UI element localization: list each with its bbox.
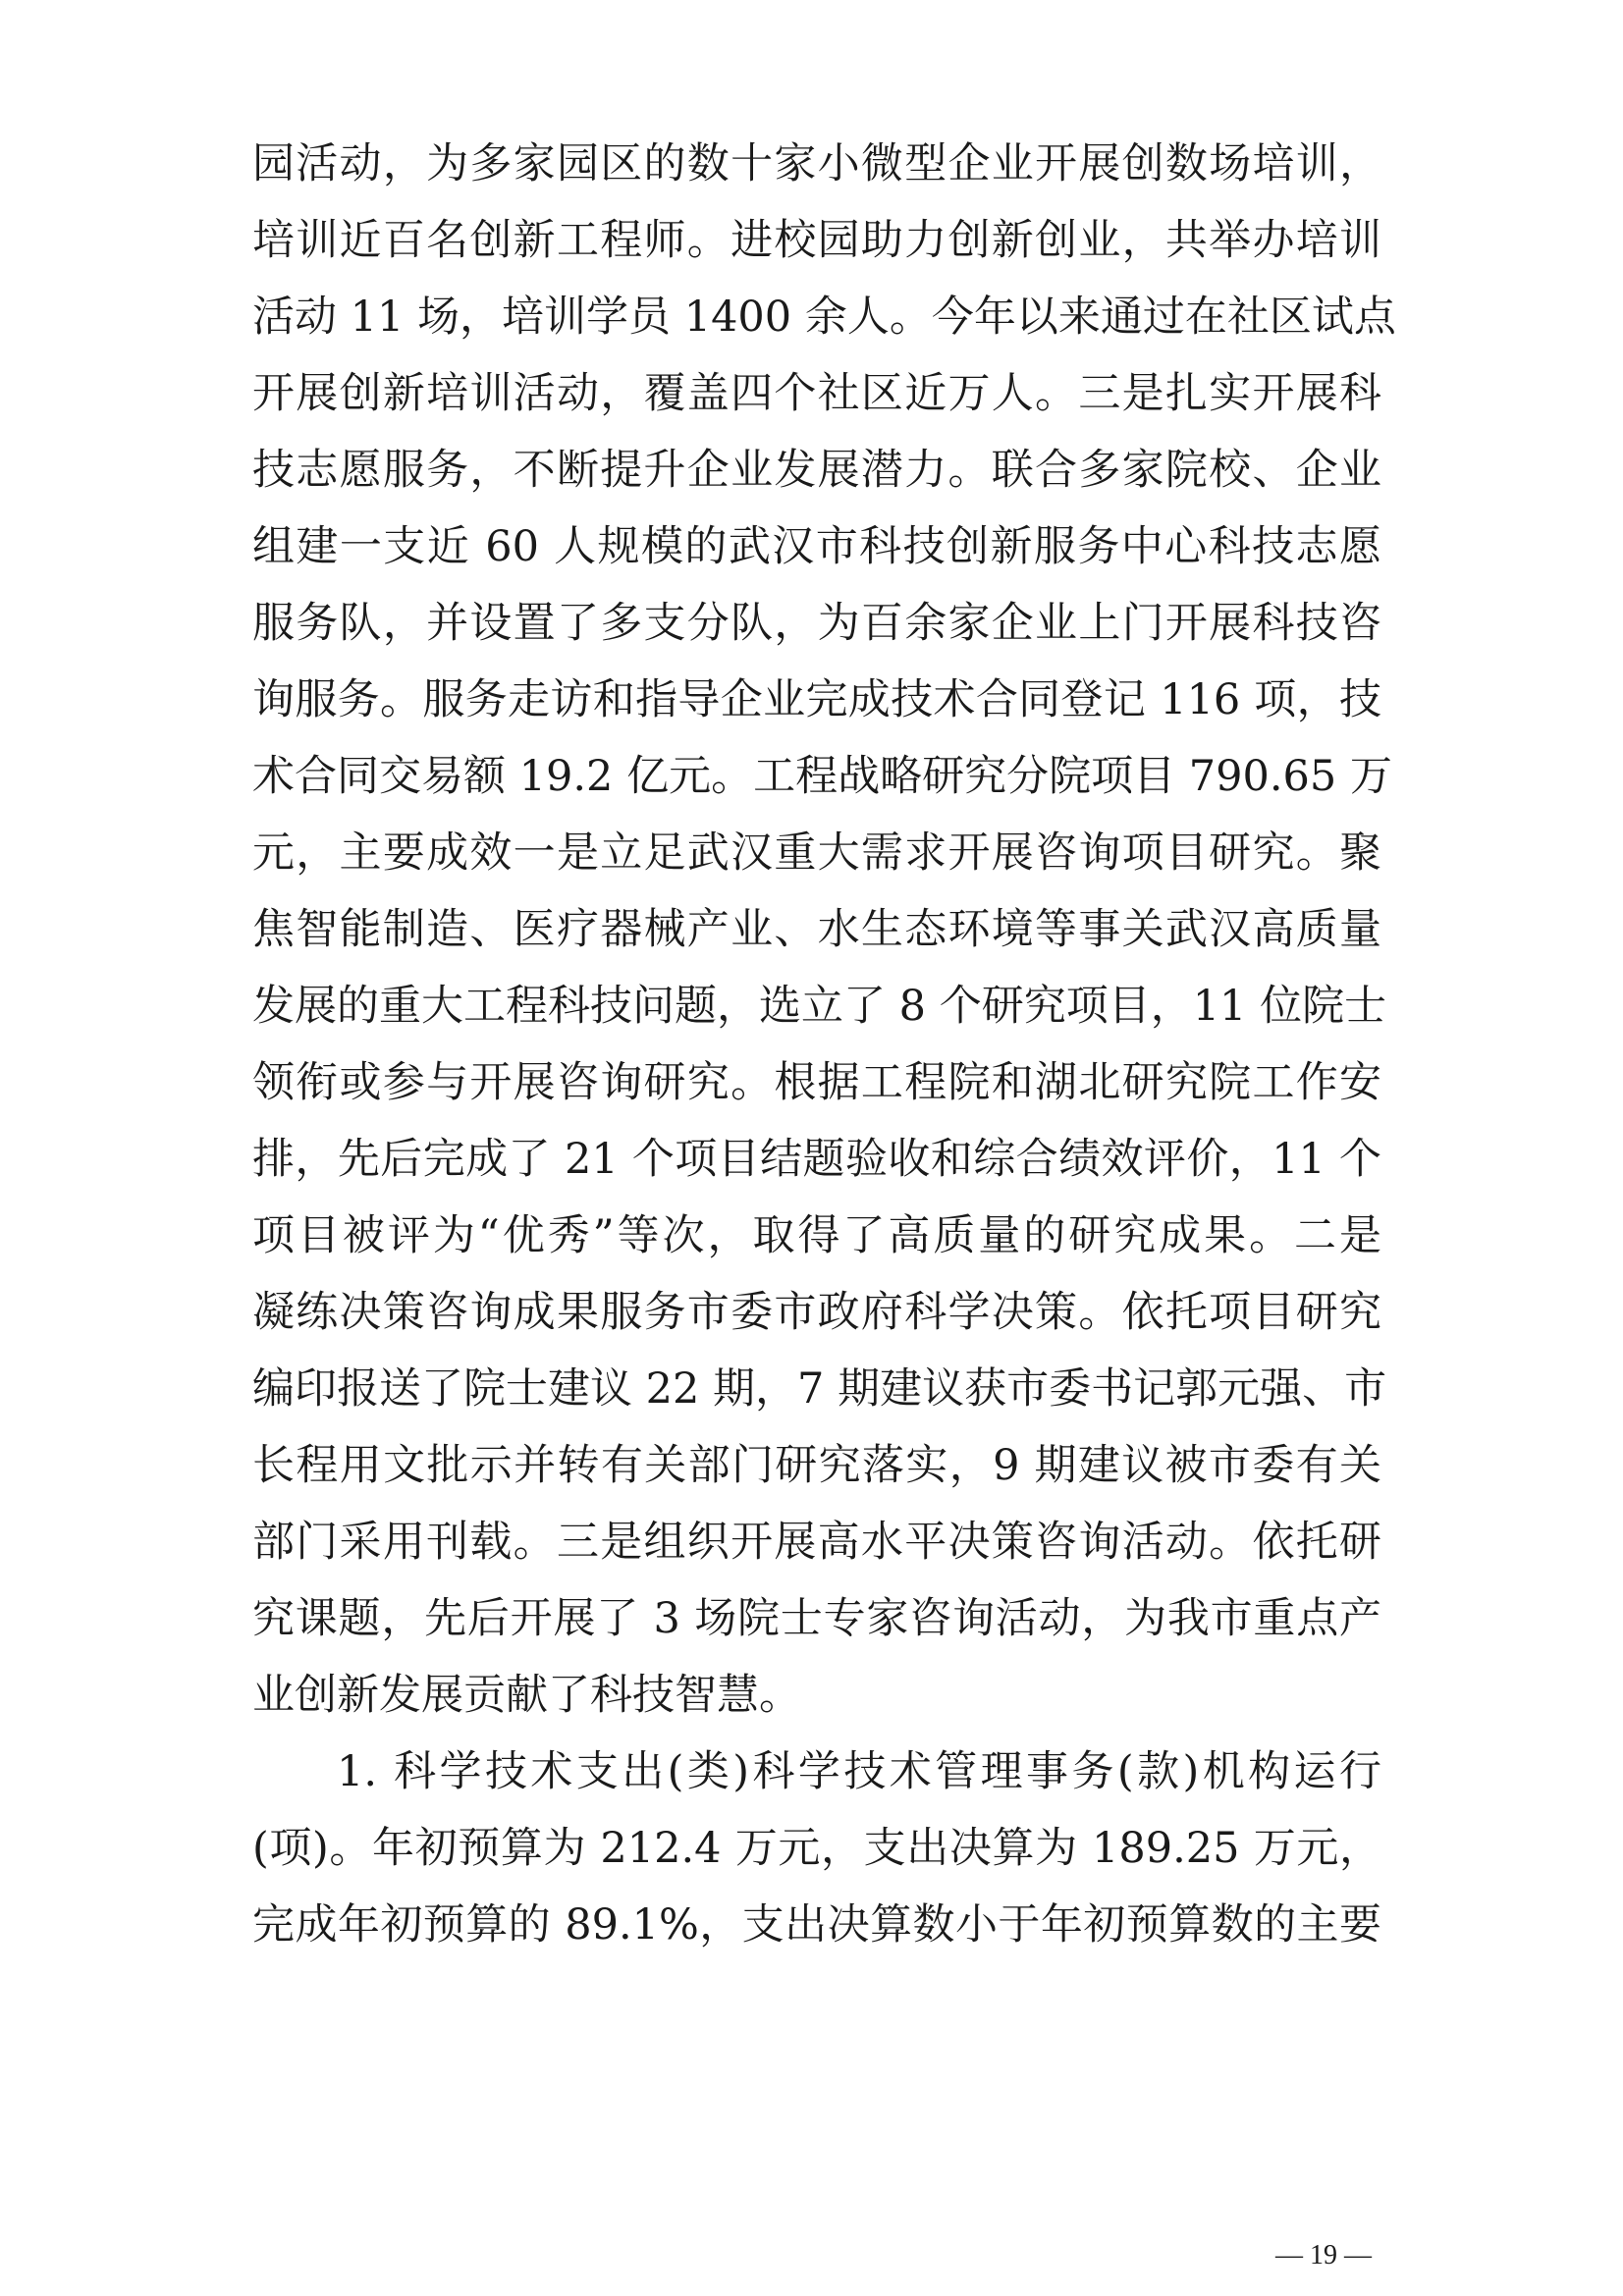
text-line: 业创新发展贡献了科技智慧。 bbox=[252, 1671, 801, 1720]
text-line: 活动 11 场，培训学员 1400 余人。今年以来通过在社区试点 bbox=[252, 293, 1396, 342]
text-line: 长程用文批示并转有关部门研究落实，9 期建议被市委有关 bbox=[252, 1441, 1381, 1490]
text-line: (项)。年初预算为 212.4 万元，支出决算为 189.25 万元， bbox=[252, 1824, 1381, 1873]
text-line: 领衔或参与开展咨询研究。根据工程院和湖北研究院工作安 bbox=[252, 1058, 1381, 1107]
text-line: 询服务。服务走访和指导企业完成技术合同登记 116 项，技 bbox=[252, 675, 1381, 724]
text-line: 焦智能制造、医疗器械产业、水生态环境等事关武汉高质量 bbox=[252, 905, 1381, 954]
page-number: — 19 — bbox=[1275, 2240, 1372, 2270]
text-line: 1. 科学技术支出(类)科学技术管理事务(款)机构运行 bbox=[337, 1747, 1381, 1796]
text-line: 排，先后完成了 21 个项目结题验收和综合绩效评价，11 个 bbox=[252, 1135, 1381, 1184]
text-line: 元，主要成效一是立足武汉重大需求开展咨询项目研究。聚 bbox=[252, 828, 1381, 878]
text-line: 技志愿服务，不断提升企业发展潜力。联合多家院校、企业 bbox=[252, 446, 1381, 495]
text-line: 究课题，先后开展了 3 场院士专家咨询活动，为我市重点产 bbox=[252, 1594, 1381, 1643]
text-line: 服务队，并设置了多支分队，为百余家企业上门开展科技咨 bbox=[252, 599, 1381, 648]
text-line: 培训近百名创新工程师。进校园助力创新创业，共举办培训 bbox=[252, 216, 1381, 265]
text-line: 术合同交易额 19.2 亿元。工程战略研究分院项目 790.65 万 bbox=[252, 752, 1392, 801]
text-line: 园活动，为多家园区的数十家小微型企业开展创数场培训， bbox=[252, 139, 1381, 188]
text-line: 部门采用刊载。三是组织开展高水平决策咨询活动。依托研 bbox=[252, 1518, 1381, 1567]
text-line: 完成年初预算的 89.1%，支出决算数小于年初预算数的主要 bbox=[252, 1900, 1381, 1949]
text-line: 凝练决策咨询成果服务市委市政府科学决策。依托项目研究 bbox=[252, 1288, 1381, 1337]
text-line: 发展的重大工程科技问题，选立了 8 个研究项目，11 位院士 bbox=[252, 982, 1387, 1031]
text-line: 开展创新培训活动，覆盖四个社区近万人。三是扎实开展科 bbox=[252, 369, 1381, 418]
text-line: 项目被评为“优秀”等次，取得了高质量的研究成果。二是 bbox=[252, 1211, 1381, 1260]
text-line: 组建一支近 60 人规模的武汉市科技创新服务中心科技志愿 bbox=[252, 522, 1381, 571]
text-line: 编印报送了院士建议 22 期，7 期建议获市委书记郭元强、市 bbox=[252, 1364, 1387, 1414]
